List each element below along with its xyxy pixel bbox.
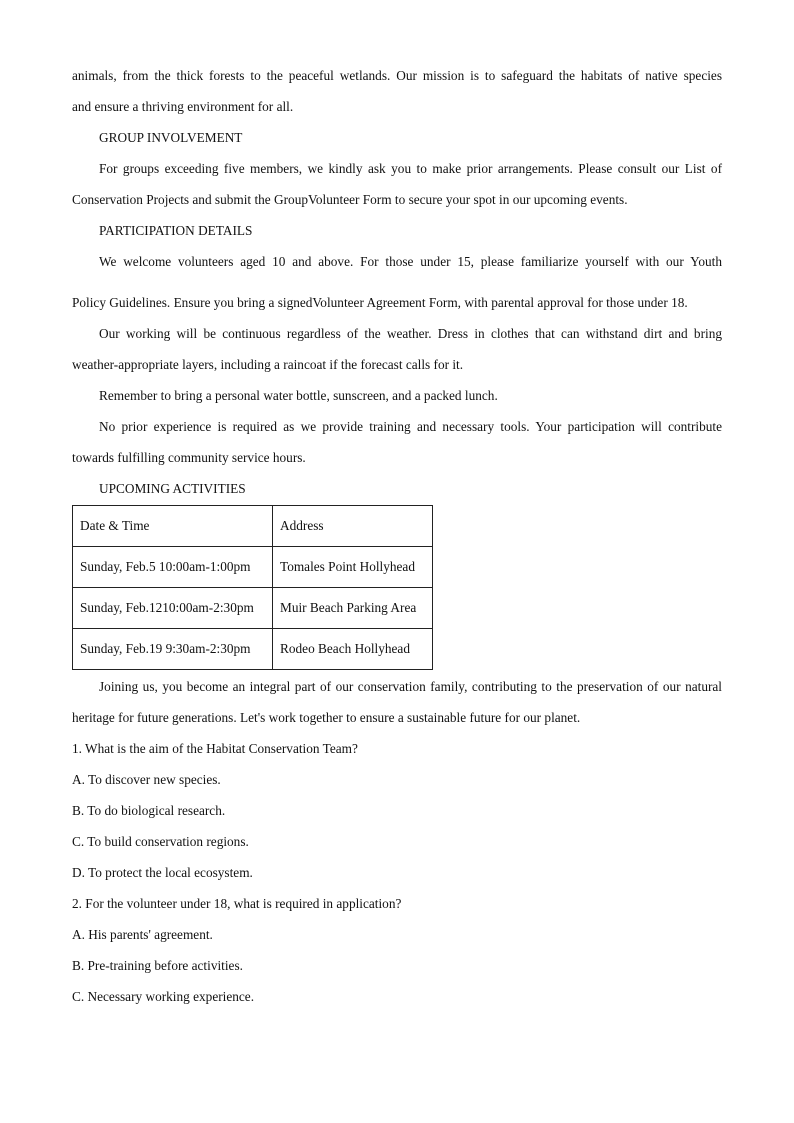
question-1-option-a: A. To discover new species.	[72, 772, 221, 787]
cell-address: Rodeo Beach Hollyhead	[273, 629, 433, 670]
table-row	[73, 547, 433, 588]
header-date-time: Date & Time	[73, 506, 273, 547]
table-row	[73, 629, 433, 670]
participation-p4-line-1: No prior experience is required as we provide training and necessary tools. Your participation will contribute	[99, 419, 722, 434]
question-2-option-a: A. His parents' agreement.	[72, 927, 213, 942]
activities-heading: UPCOMING ACTIVITIES	[99, 481, 246, 496]
closing-text-line-1: Joining us, you become an integral part of our conservation family, contributing to the preservation of our natural	[99, 679, 722, 694]
participation-p4-line-2: towards fulfilling community service hours.	[72, 450, 306, 465]
closing-text-line-2: heritage for future generations. Let's work together to ensure a sustainable future for our planet.	[72, 710, 581, 725]
activities-table	[72, 505, 433, 670]
participation-p3: Remember to bring a personal water bottle, sunscreen, and a packed lunch.	[99, 388, 498, 403]
question-2-option-c: C. Necessary working experience.	[72, 989, 255, 1004]
cell-date-time: Sunday, Feb.5 10:00am-1:00pm	[73, 547, 273, 588]
header-address: Address	[273, 506, 433, 547]
participation-p1-line-2: Policy Guidelines. Ensure you bring a signedVolunteer Agreement Form, with parental approval for those under 18.	[72, 295, 688, 310]
cell-date-time: Sunday, Feb.19 9:30am-2:30pm	[73, 629, 273, 670]
question-1-option-d: D. To protect the local ecosystem.	[72, 865, 253, 880]
participation-p1-line-1: We welcome volunteers aged 10 and above. For those under 15, please familiarize yourself with our Youth	[99, 254, 722, 269]
participation-p2-line-1: Our working will be continuous regardless of the weather. Dress in clothes that can withstand dirt and bring	[99, 326, 722, 341]
document-page	[72, 60, 722, 1012]
cell-address: Muir Beach Parking Area	[273, 588, 433, 629]
question-1-option-c: C. To build conservation regions.	[72, 834, 249, 849]
intro-text-line-1: animals, from the thick forests to the peaceful wetlands. Our mission is to safeguard the habitats of native species	[72, 68, 722, 83]
question-1-stem: 1. What is the aim of the Habitat Conservation Team?	[72, 741, 358, 756]
intro-text-line-2: and ensure a thriving environment for all.	[72, 99, 294, 114]
group-heading: GROUP INVOLVEMENT	[99, 130, 243, 145]
participation-heading: PARTICIPATION DETAILS	[99, 223, 253, 238]
question-1-option-b: B. To do biological research.	[72, 803, 226, 818]
group-text-line-1: For groups exceeding five members, we kindly ask you to make prior arrangements. Please consult our List of	[99, 161, 722, 176]
participation-p2-line-2: weather-appropriate layers, including a raincoat if the forecast calls for it.	[72, 357, 464, 372]
cell-date-time: Sunday, Feb.1210:00am-2:30pm	[73, 588, 273, 629]
cell-address: Tomales Point Hollyhead	[273, 547, 433, 588]
table-header-row	[73, 506, 433, 547]
table-row	[73, 588, 433, 629]
group-text-line-2: Conservation Projects and submit the GroupVolunteer Form to secure your spot in our upcoming events.	[72, 192, 628, 207]
question-2-stem: 2. For the volunteer under 18, what is required in application?	[72, 896, 402, 911]
question-2-option-b: B. Pre-training before activities.	[72, 958, 243, 973]
